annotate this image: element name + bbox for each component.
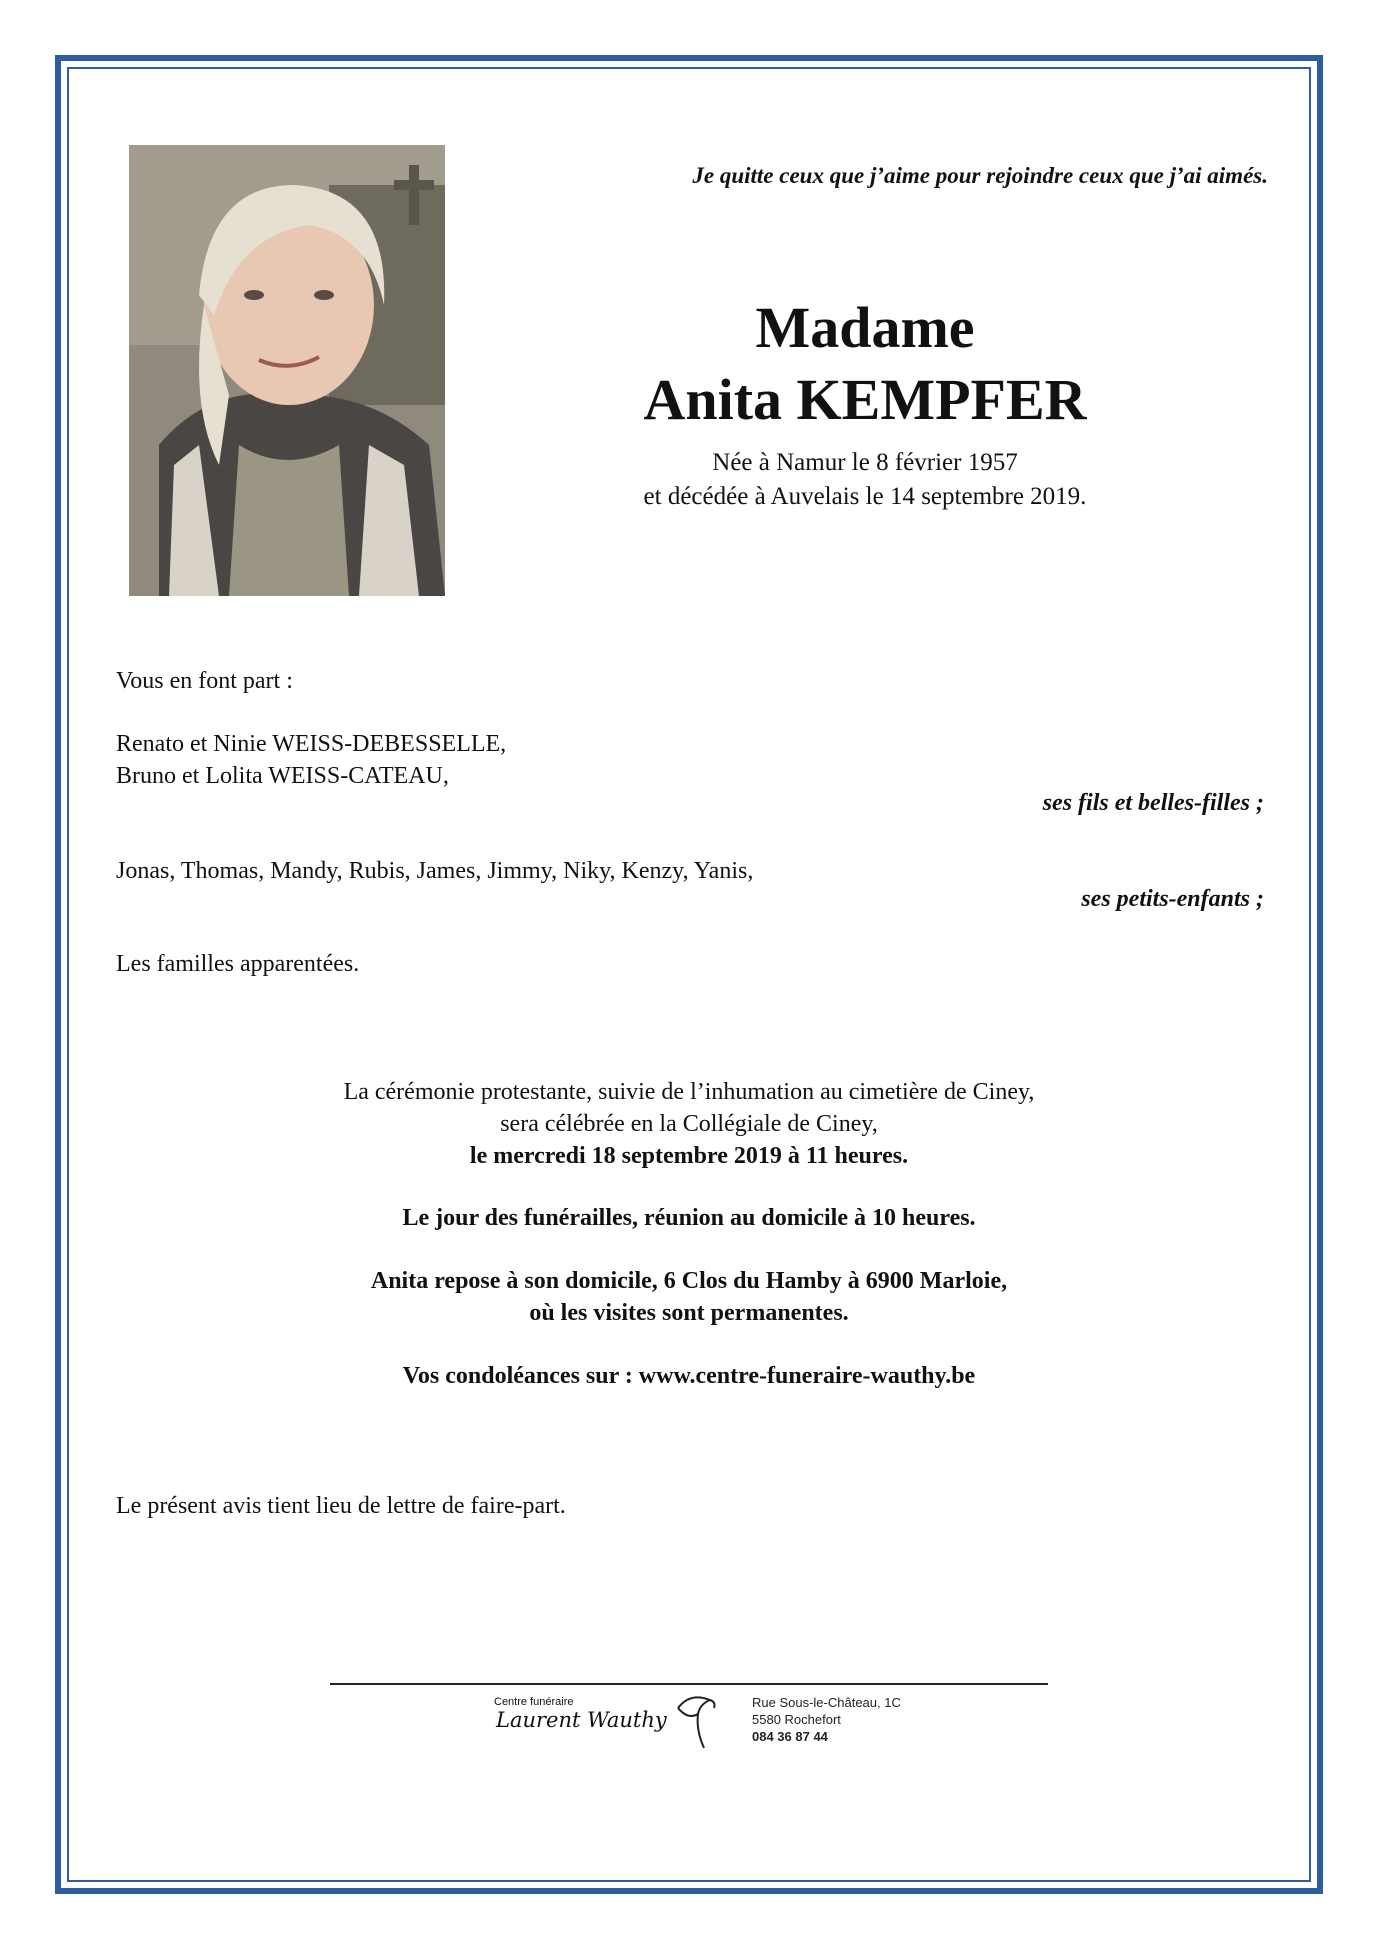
son-1: Renato et Ninie WEISS-DEBESSELLE, [116, 731, 507, 757]
portrait-photo [129, 145, 445, 596]
calla-lily-icon [670, 1690, 720, 1750]
birth-line: Née à Namur le 8 février 1957 [712, 449, 1018, 476]
epitaph-quote: Je quitte ceux que j’aime pour rejoindre ceux que j’ai aimés. [692, 163, 1268, 188]
sons-relation: ses fils et belles-filles ; [1042, 790, 1264, 816]
condolences-link[interactable]: Vos condoléances sur : www.centre-funeraire-wauthy.be [402, 1363, 976, 1389]
son-2: Bruno et Lolita WEISS-CATEAU, [116, 763, 449, 789]
extended-family: Les familles apparentées. [116, 951, 360, 977]
logo-name: Laurent Wauthy [496, 1708, 667, 1732]
visitation-info [200, 1265, 1178, 1329]
ceremony-line-2: sera célébrée en la Collégiale de Ciney, [500, 1111, 878, 1137]
grandchildren-relation: ses petits-enfants ; [1081, 886, 1264, 912]
notice-line: Le présent avis tient lieu de lettre de faire-part. [116, 1493, 566, 1519]
death-line: et décédée à Auvelais le 14 septembre 2019. [643, 483, 1087, 510]
title-salutation: Madame [755, 295, 975, 360]
ceremony-line-1: La cérémonie protestante, suivie de l’inhumation au cimetière de Ciney, [343, 1079, 1035, 1105]
address-phone: 084 36 87 44 [752, 1729, 828, 1744]
address-city: 5580 Rochefort [752, 1712, 841, 1727]
deceased-name [560, 292, 1170, 436]
logo-caption: Centre funéraire [494, 1696, 574, 1708]
sons-list [116, 728, 506, 792]
address-street: Rue Sous-le-Château, 1C [752, 1695, 901, 1710]
life-dates [560, 446, 1170, 514]
grandchildren-list: Jonas, Thomas, Mandy, Rubis, James, Jimmy, Niky, Kenzy, Yanis, [116, 858, 754, 884]
ceremony-info [200, 1076, 1178, 1172]
footer-divider [330, 1683, 1048, 1685]
visitation-line-1: Anita repose à son domicile, 6 Clos du Hamby à 6900 Marloie, [370, 1268, 1008, 1294]
visitation-line-2: où les visites sont permanentes. [529, 1300, 849, 1326]
meeting-info: Le jour des funérailles, réunion au domicile à 10 heures. [402, 1205, 976, 1231]
announce-line: Vous en font part : [116, 668, 293, 694]
ceremony-date: le mercredi 18 septembre 2019 à 11 heures. [469, 1143, 909, 1169]
title-fullname: Anita KEMPFER [643, 367, 1087, 432]
funeral-home-address [752, 1694, 901, 1745]
